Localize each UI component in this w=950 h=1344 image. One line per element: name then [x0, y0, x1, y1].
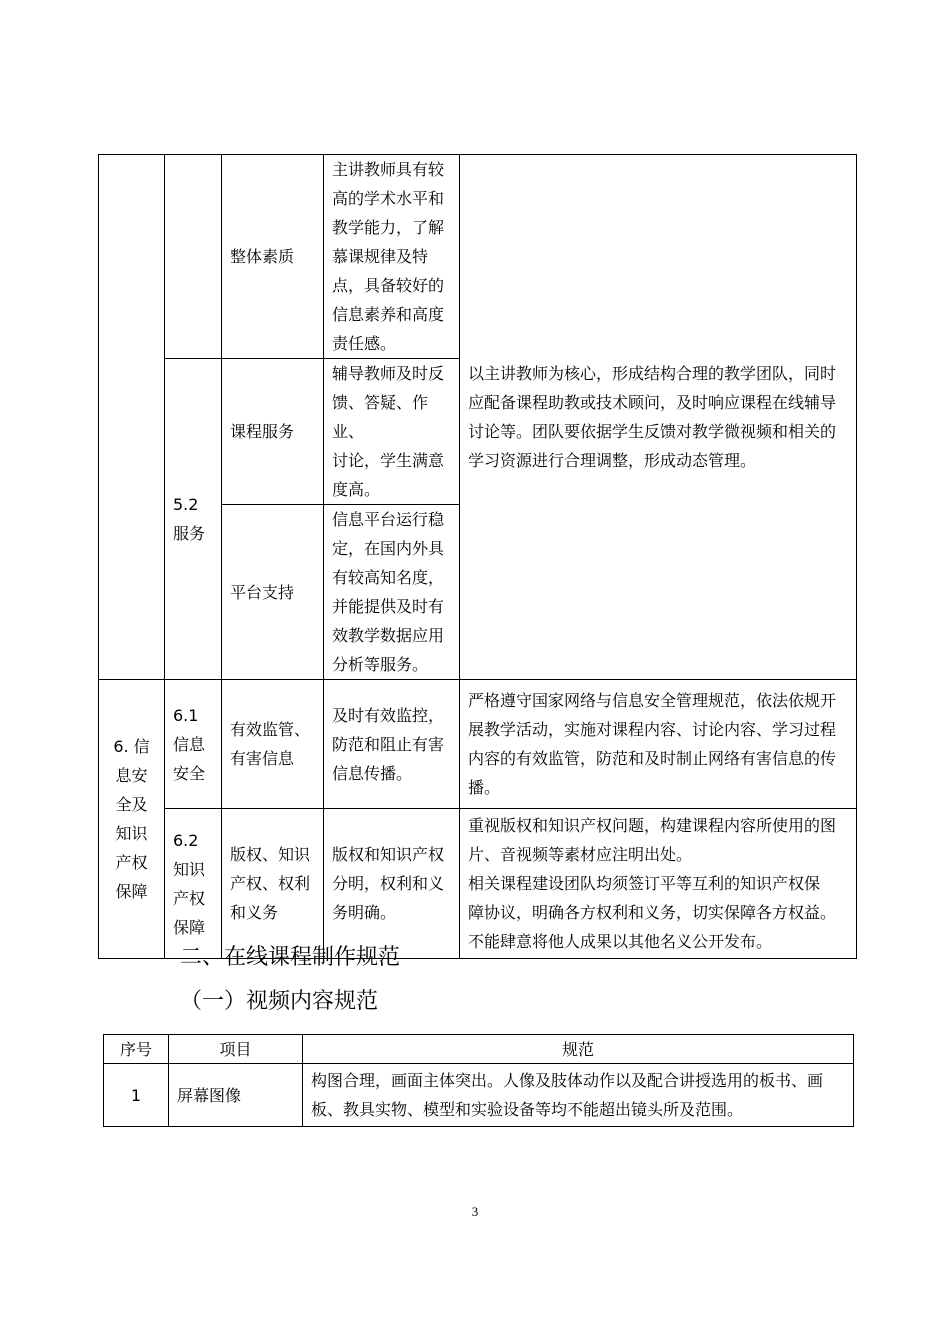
- description-cell: 以主讲教师为核心，形成结构合理的教学团队，同时 应配备课程助教或技术顾问，及时响应课程在线辅导 讨论等。团队要依据学生反馈对教学微视频和相关的 学习资源进行合理调整，形成动态管理。: [460, 155, 857, 680]
- table-row: [99, 809, 857, 959]
- header-spec: 规范: [303, 1035, 854, 1064]
- requirement-cell: 版权和知识产权 分明，权利和义 务明确。: [324, 809, 460, 959]
- criteria-table: [98, 154, 857, 959]
- header-item: 项目: [169, 1035, 303, 1064]
- requirement-cell: 信息平台运行稳 定，在国内外具 有较高知名度， 并能提供及时有 效教学数据应用 分析等服务。: [324, 505, 460, 680]
- requirement-cell: 及时有效监控， 防范和阻止有害 信息传播。: [324, 680, 460, 809]
- subcategory-cell: 6.1 信息 安全: [165, 680, 222, 809]
- table-row: [99, 155, 857, 359]
- item-cell: 有效监管、 有害信息: [222, 680, 324, 809]
- item-cell: 版权、知识 产权、权利 和义务: [222, 809, 324, 959]
- item-cell: 课程服务: [222, 359, 324, 505]
- table-header-row: [104, 1035, 854, 1064]
- section-subheading: （一）视频内容规范: [180, 989, 379, 1014]
- spec-table: [103, 1034, 854, 1127]
- header-no: 序号: [104, 1035, 169, 1064]
- item-cell: 平台支持: [222, 505, 324, 680]
- requirement-cell: 主讲教师具有较 高的学术水平和 教学能力，了解 慕课规律及特 点，具备较好的 信息素养和高度 责任感。: [324, 155, 460, 359]
- row-no: 1: [104, 1064, 169, 1127]
- item-cell: 整体素质: [222, 155, 324, 359]
- section-heading: 二、在线课程制作规范: [180, 945, 401, 970]
- category-cell: 6. 信 息安 全及 知识 产权 保障: [99, 680, 165, 959]
- subcategory-cell: 5.2 服务: [165, 359, 222, 680]
- description-cell: 重视版权和知识产权问题，构建课程内容所使用的图 片、音视频等素材应注明出处。 相关课程建设团队均须签订平等互利的知识产权保 障协议，明确各方权利和义务，切实保障各方权益。 不能肆意将他人成果以其他名义公开发布。: [460, 809, 857, 959]
- page-number: 3: [471, 1204, 479, 1219]
- table-row: [99, 680, 857, 809]
- row-item: 屏幕图像: [169, 1064, 303, 1127]
- table-row: [104, 1064, 854, 1127]
- subcategory-cell-continued: [165, 155, 222, 359]
- row-spec: 构图合理，画面主体突出。人像及肢体动作以及配合讲授选用的板书、画 板、教具实物、模型和实验设备等均不能超出镜头所及范围。: [303, 1064, 854, 1127]
- subcategory-cell: 6.2 知识 产权 保障: [165, 809, 222, 959]
- description-cell: 严格遵守国家网络与信息安全管理规范，依法依规开 展教学活动，实施对课程内容、讨论内容、学习过程 内容的有效监管，防范和及时制止网络有害信息的传 播。: [460, 680, 857, 809]
- category-cell-continued: [99, 155, 165, 680]
- requirement-cell: 辅导教师及时反 馈、答疑、作业、 讨论，学生满意 度高。: [324, 359, 460, 505]
